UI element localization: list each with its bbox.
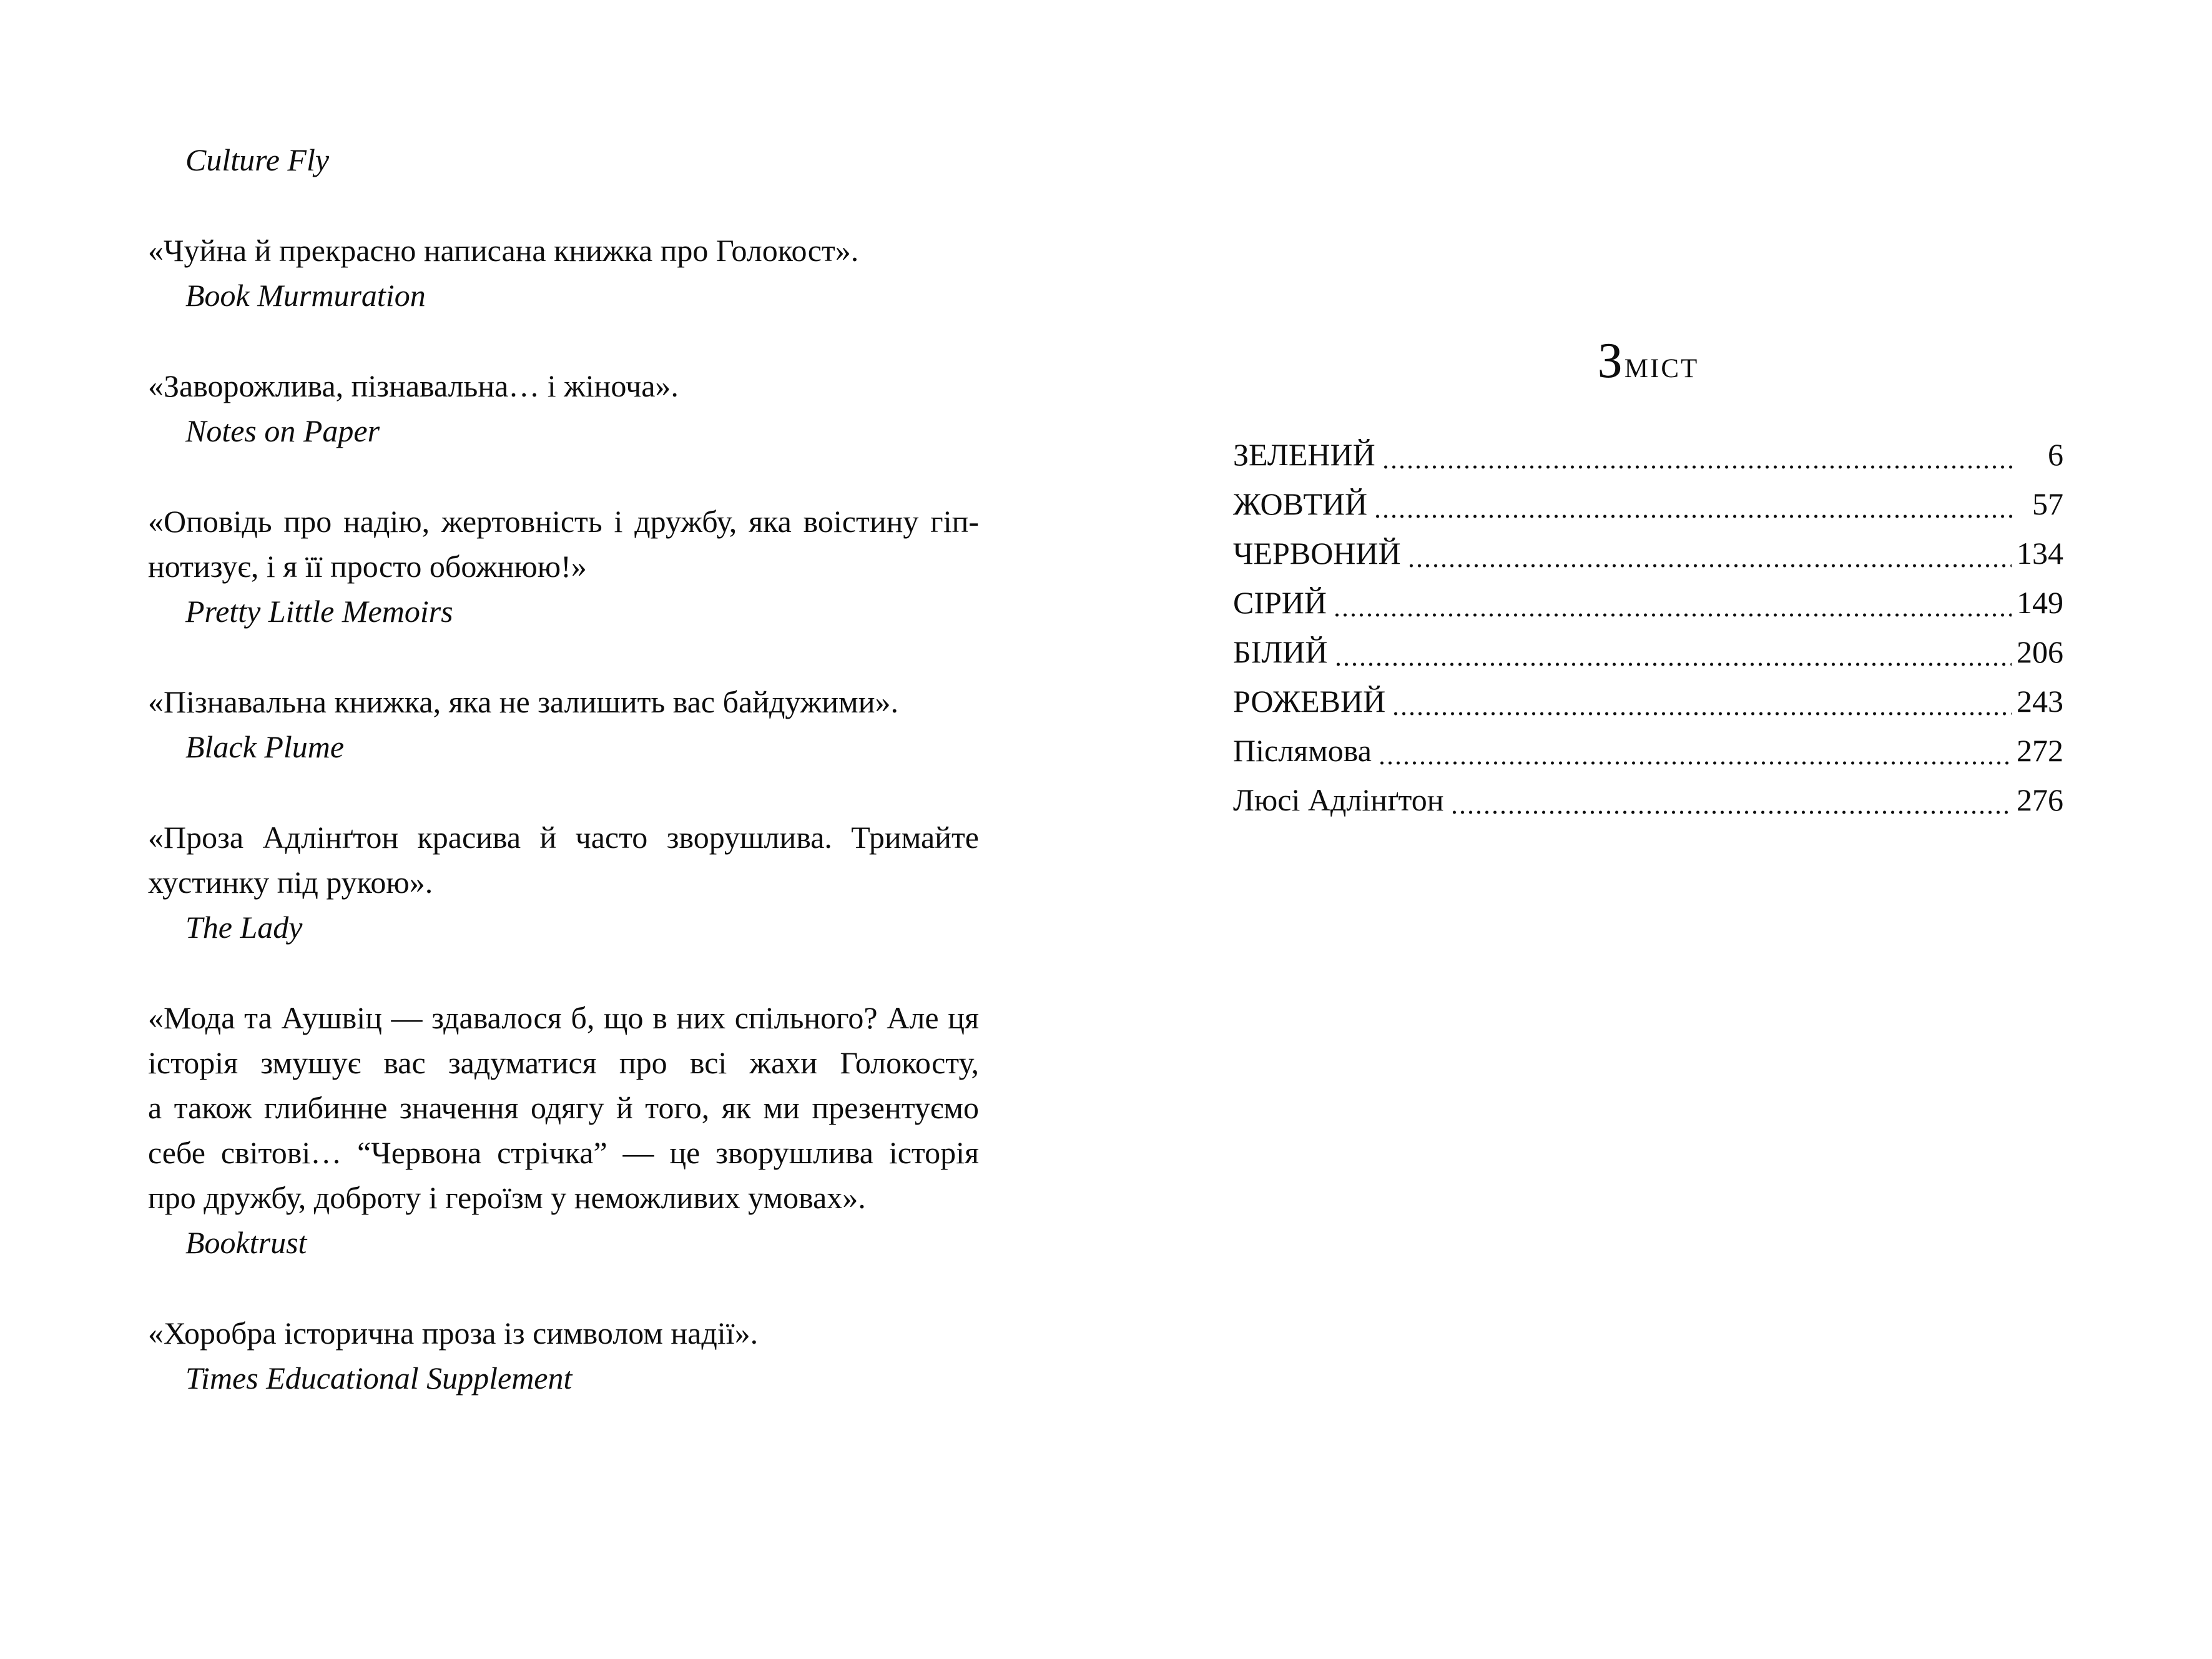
toc-row: [1233, 529, 2063, 578]
review-block: [148, 499, 979, 634]
toc-row: [1233, 430, 2063, 480]
toc-entry-title: Люсі Адлінґтон: [1233, 782, 1444, 817]
toc-dot-leader: [1378, 726, 2012, 775]
quote-line: «Хоробра історична проза із символом надії».: [148, 1316, 759, 1351]
quote-line: «Оповідь про надію, жертовність і дружбу, яка воістину гіп-: [148, 504, 979, 539]
toc-page-number: 134: [2017, 536, 2063, 571]
quote-line: «Пізнавальна книжка, яка не залишить вас байдужими».: [148, 684, 898, 719]
quote-line: «Проза Адлінґтон красива й часто зворушлива. Тримайте: [148, 820, 979, 855]
quote-line: себе світові… “Червона стрічка” — це зворушлива історія: [148, 1135, 979, 1170]
toc-entry-title: ЖОВТИЙ: [1233, 486, 1368, 521]
toc-title: Зміст: [1597, 333, 1699, 388]
quote-line: історія змушує вас задуматися про всі жахи Голокосту,: [148, 1045, 979, 1080]
review-block: [148, 679, 979, 769]
review-block: [148, 137, 979, 182]
toc-page-number: 149: [2017, 585, 2063, 620]
quote-line: а також глибинне значення одягу й того, як ми презентуємо: [148, 1090, 979, 1125]
toc-entry-title: ЧЕРВОНИЙ: [1233, 536, 1401, 571]
toc-page-number: 6: [2048, 437, 2063, 472]
reviews-list: [148, 228, 979, 1401]
toc-entry-title: ЗЕЛЕНИЙ: [1233, 437, 1375, 472]
toc-row: [1233, 480, 2063, 529]
review-block: [148, 995, 979, 1265]
quote-line: хустинку під рукою».: [148, 865, 433, 900]
toc-row: [1233, 775, 2063, 825]
review-block: [148, 1311, 979, 1401]
quote-line: «Заворожлива, пізнавальна… і жіноча».: [148, 368, 679, 403]
review-block: [148, 228, 979, 318]
toc-dot-leader: [1407, 529, 2012, 578]
toc-dot-leader: [1450, 775, 2012, 825]
toc-entry-title: Післямова: [1233, 733, 1372, 768]
toc-dot-leader: [1334, 628, 2012, 677]
toc-list: [1233, 430, 2063, 825]
toc-row: [1233, 578, 2063, 628]
toc-page-number: 272: [2017, 733, 2063, 768]
toc-page-number: 243: [2017, 684, 2063, 719]
toc-row: [1233, 628, 2063, 677]
toc-entry-title: БІЛИЙ: [1233, 634, 1328, 669]
toc-entry-title: РОЖЕВИЙ: [1233, 684, 1386, 719]
review-source: Book Murmuration: [185, 278, 426, 313]
review-source: Black Plume: [185, 729, 345, 764]
review-block: [148, 363, 979, 453]
review-source: Pretty Little Memoirs: [185, 594, 453, 629]
toc-dot-leader: [1392, 677, 2012, 726]
review-source: Booktrust: [185, 1225, 307, 1260]
toc-page-number: 206: [2017, 634, 2063, 669]
review-source: The Lady: [185, 910, 303, 945]
left-page-reviews: [148, 137, 979, 1446]
quote-line: «Чуйна й прекрасно написана книжка про Голокост».: [148, 233, 859, 268]
quote-line: «Мода та Аушвіц — здавалося б, що в них спільного? Але ця: [148, 1000, 979, 1035]
toc-page-number: 57: [2032, 486, 2063, 521]
review-source: Times Educational Supplement: [185, 1361, 573, 1396]
toc-dot-leader: [1382, 430, 2012, 480]
toc-row: [1233, 726, 2063, 775]
toc-dot-leader: [1333, 578, 2012, 628]
toc-page-number: 276: [2017, 782, 2063, 817]
toc-entry-title: СІРИЙ: [1233, 585, 1327, 620]
toc-dot-leader: [1374, 480, 2012, 529]
review-source: Culture Fly: [185, 142, 330, 177]
review-source: Notes on Paper: [185, 413, 380, 448]
quote-line: нотизує, і я її просто обожнюю!»: [148, 549, 587, 584]
quote-line: про дружбу, доброту і героїзм у неможливих умовах».: [148, 1180, 866, 1215]
review-block: [148, 815, 979, 950]
toc-row: [1233, 677, 2063, 726]
